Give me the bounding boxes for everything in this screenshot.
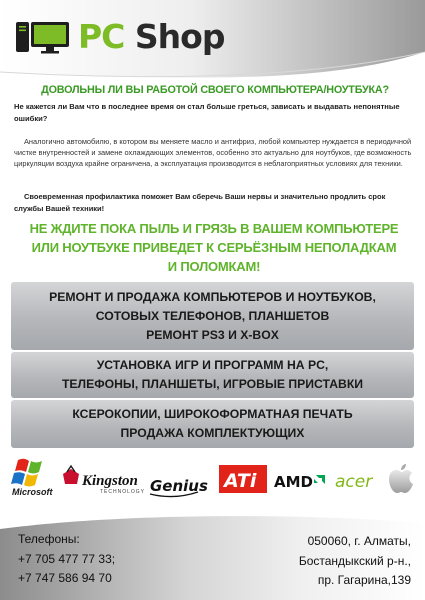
apple-icon bbox=[389, 464, 413, 493]
service-line: УСТАНОВКА ИГР И ПРОГРАММ НА PC, bbox=[96, 358, 329, 372]
service-line: КСЕРОКОПИИ, ШИРОКОФОРМАТНАЯ ПЕЧАТЬ bbox=[72, 407, 353, 421]
service-line: РЕМОНТ И ПРОДАЖА КОМПЬЮТЕРОВ И НОУТБУКОВ, bbox=[49, 290, 376, 304]
service-line: РЕМОНТ PS3 И X-BOX bbox=[146, 328, 279, 342]
phone-number[interactable]: +7 747 586 94 70 bbox=[18, 571, 112, 585]
acer-logo bbox=[335, 472, 373, 492]
advice-text: Своевременная профилактика поможет Вам сберечь Ваши нервы и значительно продлить срок службы Вашей техники! bbox=[14, 192, 386, 213]
phones-label: Телефоны: bbox=[18, 532, 80, 546]
service-line: ПРОДАЖА КОМПЛЕКТУЮЩИХ bbox=[120, 426, 305, 440]
microsoft-wordmark: Microsoft bbox=[12, 487, 53, 497]
kingston-logo bbox=[63, 466, 145, 495]
service-banner-print bbox=[11, 400, 414, 448]
logo-text bbox=[78, 17, 224, 57]
address bbox=[299, 532, 411, 591]
service-banner-repair bbox=[11, 282, 414, 350]
amd-logo bbox=[274, 473, 325, 491]
lead-question: Не кажется ли Вам что в последнее время он стал больше греться, зависать и выдавать непонятные ошибки? bbox=[14, 102, 400, 123]
logo bbox=[16, 17, 224, 57]
service-line: ТЕЛЕФОНЫ, ПЛАНШЕТЫ, ИГРОВЫЕ ПРИСТАВКИ bbox=[61, 377, 364, 391]
genius-logo bbox=[150, 477, 208, 497]
logo-shop: Shop bbox=[134, 17, 225, 56]
warning-line: ИЛИ НОУТБУКЕ ПРИВЕДЕТ К СЕРЬЁЗНЫМ НЕПОЛАДКАМ bbox=[31, 240, 397, 255]
warning-line: НЕ ЖДИТЕ ПОКА ПЫЛЬ И ГРЯЗЬ В ВАШЕМ КОМПЬЮТЕРЕ bbox=[29, 221, 399, 236]
computer-icon bbox=[16, 20, 72, 54]
header bbox=[0, 0, 425, 78]
amd-wordmark: AMD bbox=[274, 473, 313, 491]
brand-logos-row bbox=[0, 452, 425, 512]
logo-pc: PC bbox=[78, 17, 125, 56]
address-line: Бостандыкский р-н., bbox=[298, 553, 411, 568]
kingston-wordmark: Kingston bbox=[82, 473, 138, 489]
address-line: 050060, г. Алматы, bbox=[307, 534, 411, 548]
warning-callout bbox=[14, 219, 414, 276]
acer-wordmark: acer bbox=[335, 472, 373, 492]
service-line: СОТОВЫХ ТЕЛЕФОНОВ, ПЛАНШЕТОВ bbox=[95, 309, 330, 323]
kingston-technology: TECHNOLOGY bbox=[100, 489, 146, 495]
headline: ДОВОЛЬНЫ ЛИ ВЫ РАБОТОЙ СВОЕГО КОМПЬЮТЕРА/НОУТБУКА? bbox=[41, 84, 389, 96]
body-paragraph: Аналогично автомобилю, в котором вы меняете масло и антифриз, любой компьютер нуждается в периодичной чистке внутренностей и замене охлаждающих элементов, особенно это актуально для ноутбуков, где возможность циркуляции воздуха крайне ограничена, а эксплуатация производится в неблагоприятных условиях для техники. bbox=[14, 137, 412, 168]
warning-line: И ПОЛОМКАМ! bbox=[167, 259, 261, 274]
genius-wordmark: Genius bbox=[150, 477, 208, 495]
phone-number[interactable]: +7 705 477 77 33; bbox=[18, 552, 116, 566]
ati-logo bbox=[219, 465, 267, 493]
microsoft-logo bbox=[11, 459, 54, 497]
service-banner-install bbox=[11, 352, 414, 398]
address-line: пр. Гагарина,139 bbox=[317, 573, 411, 587]
ati-wordmark: ATi bbox=[224, 470, 257, 492]
